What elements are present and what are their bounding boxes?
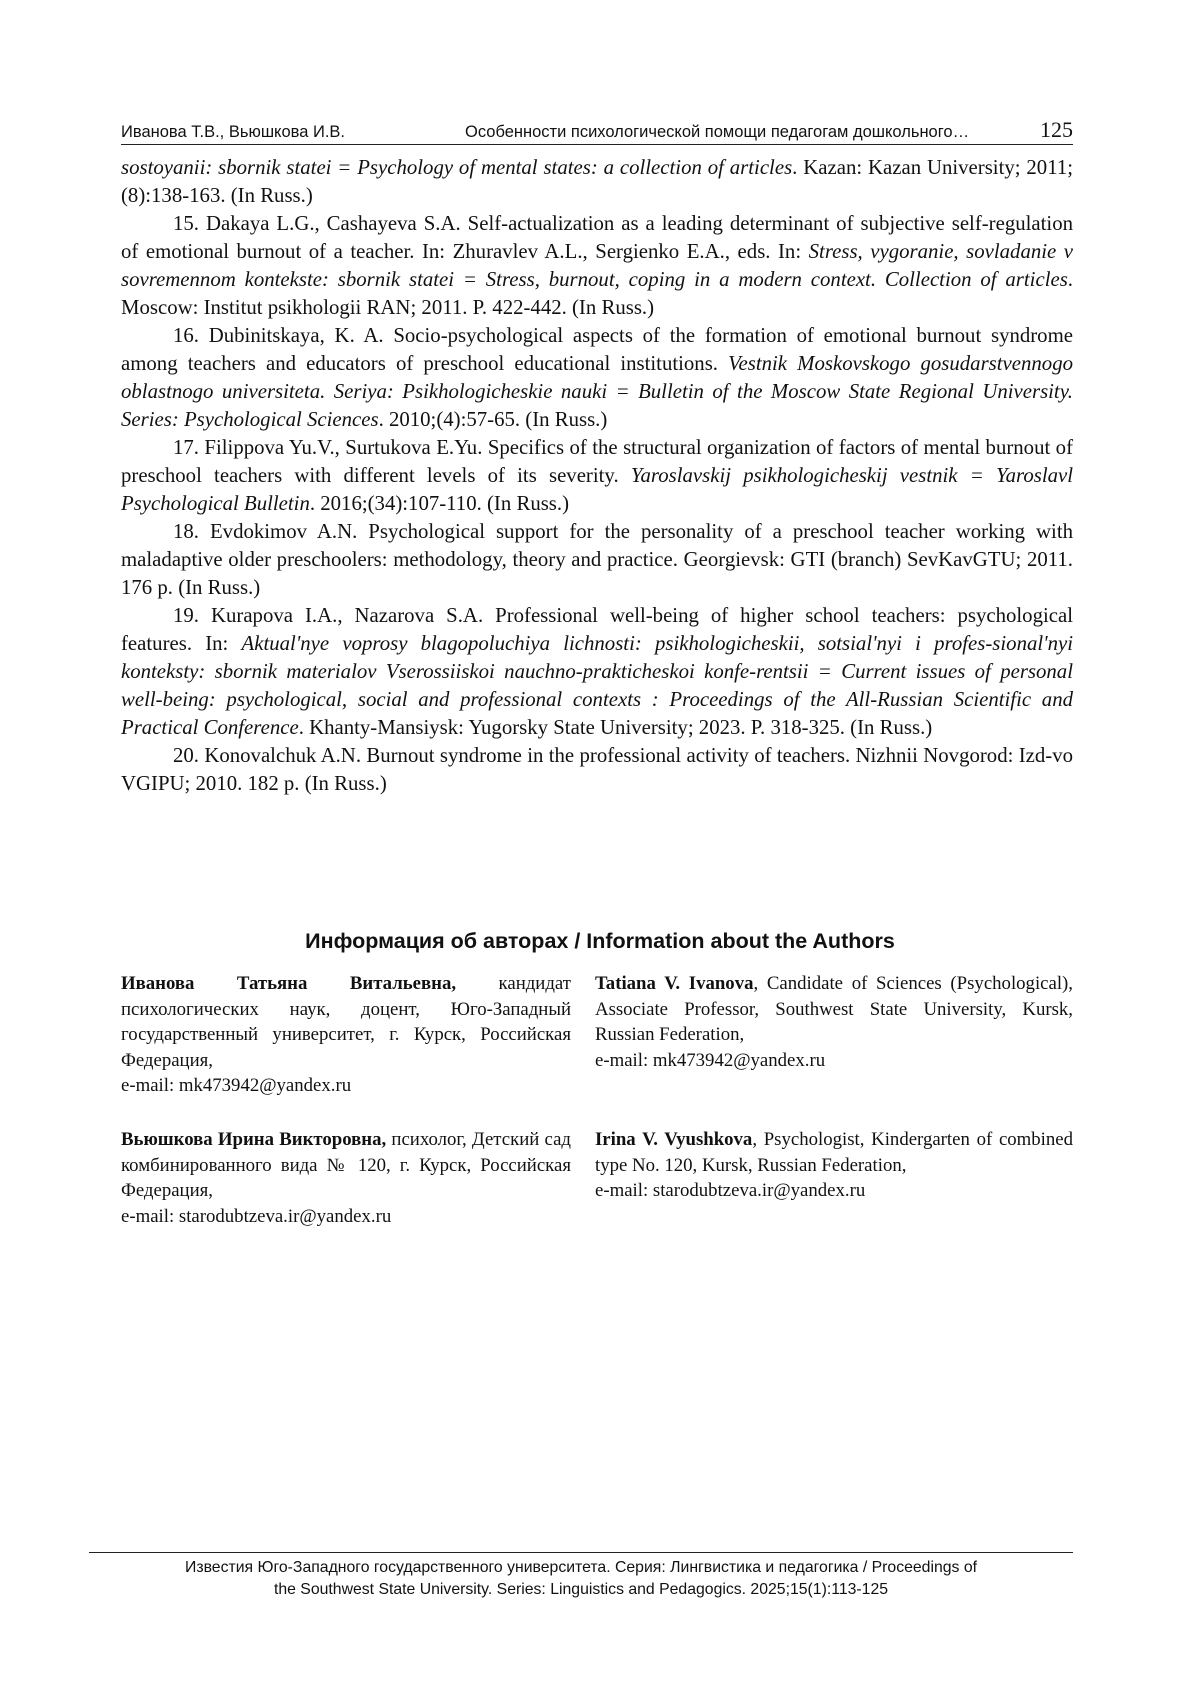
reference-ref-14-cont [121, 154, 1073, 210]
reference-text-run: 19. Kurapova I.A., Nazarova S.A. Professional well-being of higher school teachers: psychological features. In: [121, 604, 1073, 655]
reference-list [121, 154, 1073, 798]
reference-text-run: . Kazan: Kazan University; 2011;(8):138-163. (In Russ.) [121, 156, 1074, 207]
reference-ref-20 [121, 742, 1073, 798]
author-ru-1-name: Иванова Татьяна Витальевна, [121, 973, 457, 994]
journal-footer [89, 1557, 1073, 1601]
reference-text-run: . 2010;(4):57-65. (In Russ.) [378, 408, 608, 431]
authors-info-heading: Информация об авторах / Information about the Authors [305, 929, 895, 953]
reference-text-run: . 2016;(34):107-110. (In Russ.) [309, 492, 570, 515]
author-ru-1-details: кандидат психологических наук, доцент, Юго-Западный государственный университет, г. Курск, Российская Федерация, [121, 973, 571, 1071]
reference-text-run: 16. Dubinitskaya, K. A. Socio-psychological aspects of the formation of emotional burnout syndrome among teachers and educators of preschool educational institutions. [121, 324, 1073, 375]
reference-text-run: Stress, vygoranie, sovladanie v sovremennom kontekste: sbornik statei = Stress, burnout, coping in a modern context. Collection of articles [121, 240, 1074, 291]
reference-text-run: 20. Konovalchuk A.N. Burnout syndrome in the professional activity of teachers. Nizhnii Novgorod: Izd-vo VGIPU; 2010. 182 p. (In Russ.) [121, 744, 1073, 795]
footer-divider [89, 1552, 1073, 1553]
footer-line-1: Известия Юго-Западного государственного университета. Серия: Лингвистика и педагогика / Proceedings of [184, 1559, 977, 1576]
author-en-2 [595, 1127, 1073, 1204]
reference-ref-17 [121, 434, 1073, 518]
running-head-authors: Иванова Т.В., Вьюшкова И.В. [121, 123, 346, 141]
header-divider [121, 144, 1073, 145]
author-ru-2-details: психолог, Детский сад комбинированного вида № 120, г. Курск, Российская Федерация, [121, 1129, 571, 1201]
author-en-1 [595, 971, 1073, 1073]
author-en-1-details: , Candidate of Sciences (Psychological), Associate Professor, Southwest State University, Kursk, Russian Federation, [595, 973, 1073, 1045]
reference-text-run: 18. Evdokimov A.N. Psychological support for the personality of a preschool teacher working with maladaptive older preschoolers: methodology, theory and practice. Georgievsk: GTI (branch) SevKavGTU; 2011. 176 p. (In Russ.) [121, 520, 1073, 599]
running-head-title: Особенности психологической помощи педагогам дошкольного… [465, 123, 970, 141]
author-ru-2-name: Вьюшкова Ирина Викторовна, [121, 1129, 387, 1150]
author-en-2-email: e-mail: starodubtzeva.ir@yandex.ru [595, 1180, 866, 1201]
author-en-1-email: e-mail: mk473942@yandex.ru [595, 1049, 826, 1071]
author-en-2-name: Irina V. Vyushkova [595, 1129, 753, 1150]
reference-text-run: Yaroslavskij psikhologicheskij vestnik = Yaroslavl Psychological Bulletin [121, 464, 1073, 515]
reference-text-run: 15. Dakaya L.G., Cashayeva S.A. Self-actualization as a leading determinant of subjective self-regulation of emotional burnout of a teacher. In: Zhuravlev A.L., Sergienko E.A., eds. In: [121, 212, 1073, 263]
author-en-2-details: , Psychologist, Kindergarten of combined type No. 120, Kursk, Russian Federation, [595, 1129, 1074, 1176]
author-ru-1 [121, 971, 571, 1099]
reference-text-run: . Moscow: Institut psikhologii RAN; 2011. P. 422-442. (In Russ.) [121, 268, 1073, 319]
reference-text-run: Vestnik Moskovskogo gosudarstvennogo oblastnogo universiteta. Seriya: Psikhologicheskie nauki = Bulletin of the Moscow State Regional University. Series: Psychological Sciences [121, 352, 1073, 431]
reference-ref-15 [121, 210, 1073, 322]
reference-text-run: sostoyanii: sbornik statei = Psychology of mental states: a collection of articles [121, 156, 793, 179]
author-en-1-name: Tatiana V. Ivanova [595, 973, 754, 994]
reference-ref-18 [121, 518, 1073, 602]
author-ru-2-email: e-mail: starodubtzeva.ir@yandex.ru [121, 1205, 392, 1227]
author-ru-2 [121, 1127, 571, 1229]
footer-line-2: the Southwest State University. Series: Linguistics and Pedagogics. 2025;15(1):113-125 [273, 1581, 889, 1598]
running-head [121, 117, 1073, 143]
reference-text-run: . Khanty-Mansiysk: Yugorsky State University; 2023. P. 318-325. (In Russ.) [298, 716, 933, 739]
reference-ref-16 [121, 322, 1073, 434]
reference-ref-19 [121, 602, 1073, 742]
page-number: 125 [1040, 117, 1073, 142]
reference-text-run: Aktual'nye voprosy blagopoluchiya lichnosti: psikhologicheskii, sotsial'nyi i profes-sional'nyi konteksty: sbornik materialov Vserossiiskoi nauchno-prakticheskoi konfe-rentsii = Current issues of personal well-being: psychological, social and professional contexts : Proceedings of the All-Russian Scientific and Practical Conference [121, 632, 1074, 739]
author-ru-1-email: e-mail: mk473942@yandex.ru [121, 1075, 352, 1096]
reference-text-run: 17. Filippova Yu.V., Surtukova E.Yu. Specifics of the structural organization of factors of mental burnout of preschool teachers with different levels of its severity. [121, 436, 1073, 487]
